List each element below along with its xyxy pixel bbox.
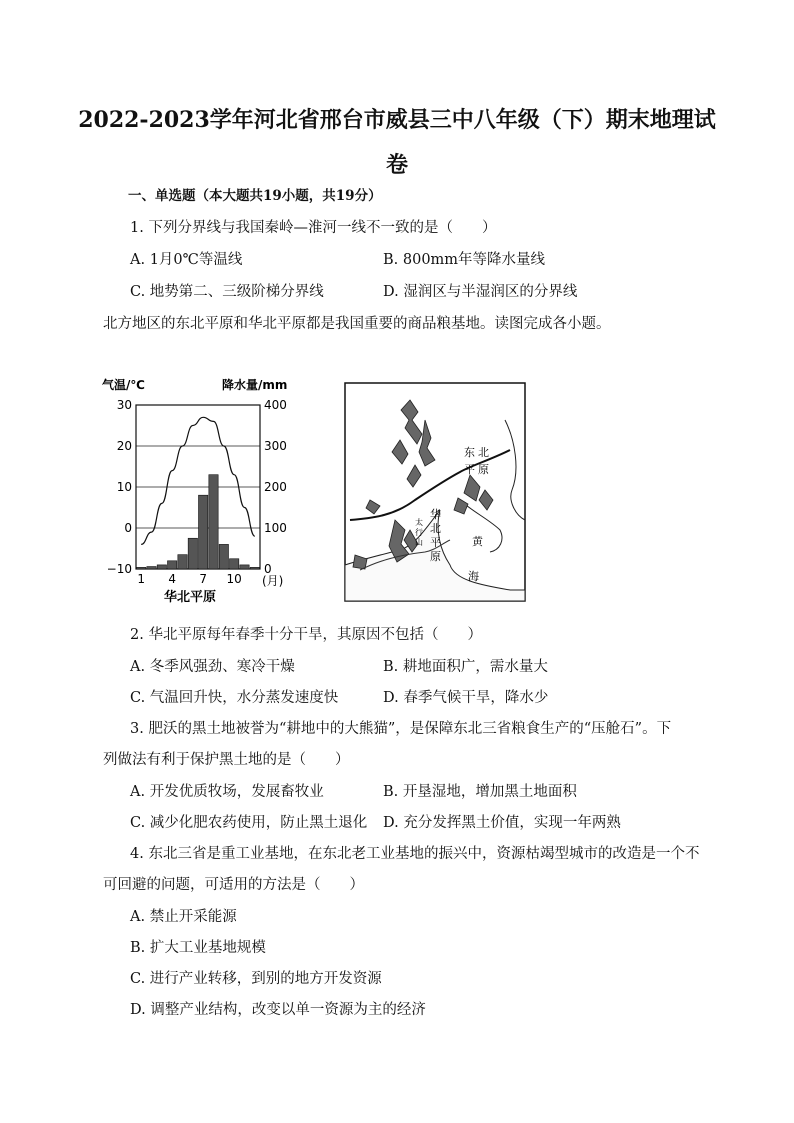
y-right-tick-label: 100: [264, 521, 287, 535]
temperature-line: [141, 417, 255, 544]
x-tick-label: 1: [137, 572, 145, 586]
precipitation-bar: [219, 544, 228, 569]
question-1-option-a[interactable]: A. 1月0℃等温线: [130, 252, 243, 268]
question-2-option-c[interactable]: C. 气温回升快，水分蒸发速度快: [130, 690, 339, 706]
precipitation-bar: [137, 567, 146, 569]
label-northchina-2: 北: [430, 522, 441, 535]
region-map: [340, 380, 530, 605]
label-yellowsea-1: 黄: [472, 535, 483, 548]
question-4-stem-line-1: 4. 东北三省是重工业基地，在东北老工业基地的振兴中，资源枯竭型城市的改造是一个不: [130, 846, 700, 862]
y-axis-left-title: 气温/℃: [102, 378, 145, 392]
question-2-option-b[interactable]: B. 耕地面积广，需水量大: [383, 659, 548, 675]
precipitation-bar: [178, 555, 187, 569]
x-tick-label: 7: [199, 572, 207, 586]
precipitation-bar: [157, 565, 166, 569]
precipitation-bar: [168, 561, 177, 569]
question-4-option-d[interactable]: D. 调整产业结构，改变以单一资源为主的经济: [130, 1002, 426, 1018]
label-northeast-1: 东: [464, 446, 475, 459]
question-2-stem: 2. 华北平原每年春季十分干旱，其原因不包括（ ）: [130, 627, 482, 643]
label-taihang-2: 行: [415, 528, 423, 537]
question-3-option-c[interactable]: C. 减少化肥农药使用，防止黑土退化: [130, 815, 368, 831]
x-tick-label: 4: [168, 572, 176, 586]
precipitation-bar: [230, 559, 239, 569]
question-1-option-b[interactable]: B. 800mm年等降水量线: [383, 252, 546, 268]
question-2-option-a[interactable]: A. 冬季风强劲、寒冷干燥: [130, 659, 295, 675]
y-left-tick-label: 10: [116, 480, 132, 494]
precipitation-bar: [188, 538, 197, 569]
y-axis-right-title: 降水量/mm: [222, 378, 288, 392]
label-northchina-4: 原: [430, 550, 441, 563]
label-taihang-1: 太: [415, 518, 423, 527]
y-right-tick-label: 300: [264, 439, 287, 453]
y-left-tick-label: 30: [116, 398, 132, 412]
label-yellowsea-2: 海: [468, 570, 479, 583]
question-4-option-b[interactable]: B. 扩大工业基地规模: [130, 940, 266, 956]
y-right-tick-label: 200: [264, 480, 287, 494]
y-left-tick-label: 20: [116, 439, 132, 453]
question-4-option-a[interactable]: A. 禁止开采能源: [130, 909, 237, 925]
precipitation-bar: [209, 475, 218, 569]
question-3-option-b[interactable]: B. 开垦湿地，增加黑土地面积: [383, 784, 577, 800]
question-1-option-c[interactable]: C. 地势第二、三级阶梯分界线: [130, 284, 324, 300]
y-right-tick-label: 400: [264, 398, 287, 412]
label-northchina-3: 平: [430, 536, 441, 549]
question-4-option-c[interactable]: C. 进行产业转移，到别的地方开发资源: [130, 971, 382, 987]
question-1-option-d[interactable]: D. 湿润区与半湿润区的分界线: [383, 284, 578, 300]
title-line-1: 2022-2023学年河北省邢台市威县三中八年级（下）期末地理试: [78, 107, 716, 133]
title-line-2: 卷: [385, 152, 408, 178]
question-3-stem-line-2: 列做法有利于保护黑土地的是（ ）: [103, 752, 350, 768]
precipitation-bar: [240, 565, 249, 569]
question-3-stem-line-1: 3. 肥沃的黑土地被誉为“耕地中的大熊猫”，是保障东北三省粮食生产的“压舱石”。下: [130, 721, 672, 737]
climate-chart: [100, 375, 310, 610]
label-northeast-4: 原: [478, 463, 489, 476]
precipitation-bar: [147, 567, 156, 569]
question-3-option-d[interactable]: D. 充分发挥黑土价值，实现一年两熟: [383, 815, 621, 831]
y-left-tick-label: 0: [124, 521, 132, 535]
question-4-stem-line-2: 可回避的问题，可适用的方法是（ ）: [103, 877, 364, 893]
label-taihang-3: 山: [415, 538, 423, 547]
x-axis-unit: (月): [262, 574, 284, 588]
precipitation-bar: [199, 495, 208, 569]
x-tick-label: 10: [226, 572, 242, 586]
question-2-option-d[interactable]: D. 春季气候干旱，降水少: [383, 690, 549, 706]
chart-title: 华北平原: [163, 590, 217, 605]
label-northeast-2: 北: [478, 446, 489, 459]
y-left-tick-label: −10: [106, 562, 132, 576]
intro-text: 北方地区的东北平原和华北平原都是我国重要的商品粮基地。读图完成各小题。: [103, 316, 611, 332]
question-3-option-a[interactable]: A. 开发优质牧场，发展畜牧业: [130, 784, 324, 800]
document-title: [60, 98, 734, 188]
label-northeast-3: 平: [464, 463, 475, 476]
question-1-stem: 1. 下列分界线与我国秦岭—淮河一线不一致的是（ ）: [130, 220, 497, 236]
label-northchina-1: 华: [430, 508, 441, 521]
precipitation-bar: [250, 567, 259, 569]
y-right-tick-label: 0: [264, 562, 272, 576]
section-heading: 一、单选题（本大题共19小题，共19分）: [128, 188, 382, 204]
